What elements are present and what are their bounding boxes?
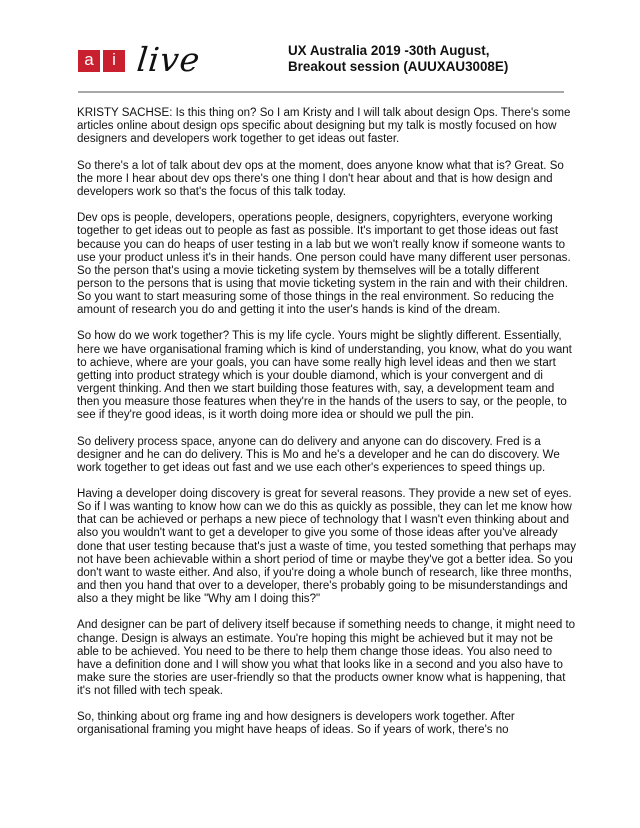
title-line-2: Breakout session (AUUXAU3008E) [288, 59, 509, 74]
header-divider [78, 91, 564, 93]
transcript-paragraph: KRISTY SACHSE: Is this thing on? So I am Kristy and I will talk about design Ops. There's some articles online about design ops specific about designing but my talk is mostly focused on how designers and developers work together to get ideas out faster. [77, 107, 571, 146]
logo-box-a: a [78, 50, 100, 72]
transcript-paragraph: So there's a lot of talk about dev ops at the moment, does anyone know what that is? Great. So the more I hear about dev ops there's one thing I don't hear about and that is how design and developers work so that's the focus of this talk today. [77, 159, 564, 198]
transcript-paragraph: So delivery process space, anyone can do delivery and anyone can do discovery. Fred is a designer and he can do delivery. This is Mo and he's a developer and he can do discovery. We work together to get ideas out fast and we use each other's experiences to speed things up. [77, 435, 560, 474]
title-line-1: UX Australia 2019 -30th August, [288, 43, 490, 58]
transcript-paragraph: So how do we work together? This is my life cycle. Yours might be slightly different. Essentially, here we have organisational framing which is kind of understanding, you know, what do you want to achieve, where are your goals, you can have some really high level ideas and then we start getting into product strategy which is your double diamond, which is your convergent and di vergent thinking. And then we start building those features with, say, a development team and then you measure those features when they're in the hands of the users to say, or the people, to see if they're good ideas, is it worth doing more idea or should we pull the pin. [77, 330, 572, 422]
transcript-paragraph: So, thinking about org frame ing and how designers is developers work together. After organisational framing you might have heaps of ideas. So if years of work, there's no [77, 711, 515, 737]
document-title [288, 43, 508, 75]
transcript-paragraph: And designer can be part of delivery itself because if something needs to change, it might need to change. Design is always an estimate. You're hoping this might be achieved but it may not be able to be achieved. You need to be there to help them change those ideas. You also need to have a definition done and I will show you what that looks like in a second and you also have to make sure the stories are user-friendly so that the products owner know what is happening, that it's not filled with tech speak. [77, 619, 576, 697]
logo-box-i: i [103, 50, 125, 72]
transcript-paragraph: Dev ops is people, developers, operations people, designers, copyrighters, everyone working together to get ideas out to people as fast as possible. It's important to get those ideas out fast because you can do heaps of user testing in a lab but we won't really know if someone wants to use your product unless it's in their hands. One person could have many different user personas. So the person that's using a movie ticketing system by themselves will be a totally different person to the persons that is using that movie ticketing system in the rain and with their children. So you want to start measuring some of those things in the real environment. So reducing the amount of research you do and getting it into the user's hands is kind of the dream. [77, 212, 571, 316]
ai-live-logo [78, 40, 203, 80]
transcript-paragraph: Having a developer doing discovery is great for several reasons. They provide a new set of eyes. So if I was wanting to know how can we do this as quickly as possible, they can let me know how that can be achieved or perhaps a new piece of technology that I wasn't even thinking about and also you wouldn't want to get a developer to give you some of those ideas after you've already done that user testing because that's just a waste of time, you tested something that perhaps may not have been achievable within a short period of time or maybe they've got a better idea. So you don't want to waste either. And also, if you're doing a whole bunch of research, like three months, and then you hand that over to a developer, there's probably going to be misunderstandings and also a they might be like "Why am I doing this?" [77, 488, 577, 605]
logo-script-text: live [135, 40, 203, 79]
transcript-body [77, 107, 577, 751]
document-header [78, 40, 564, 80]
